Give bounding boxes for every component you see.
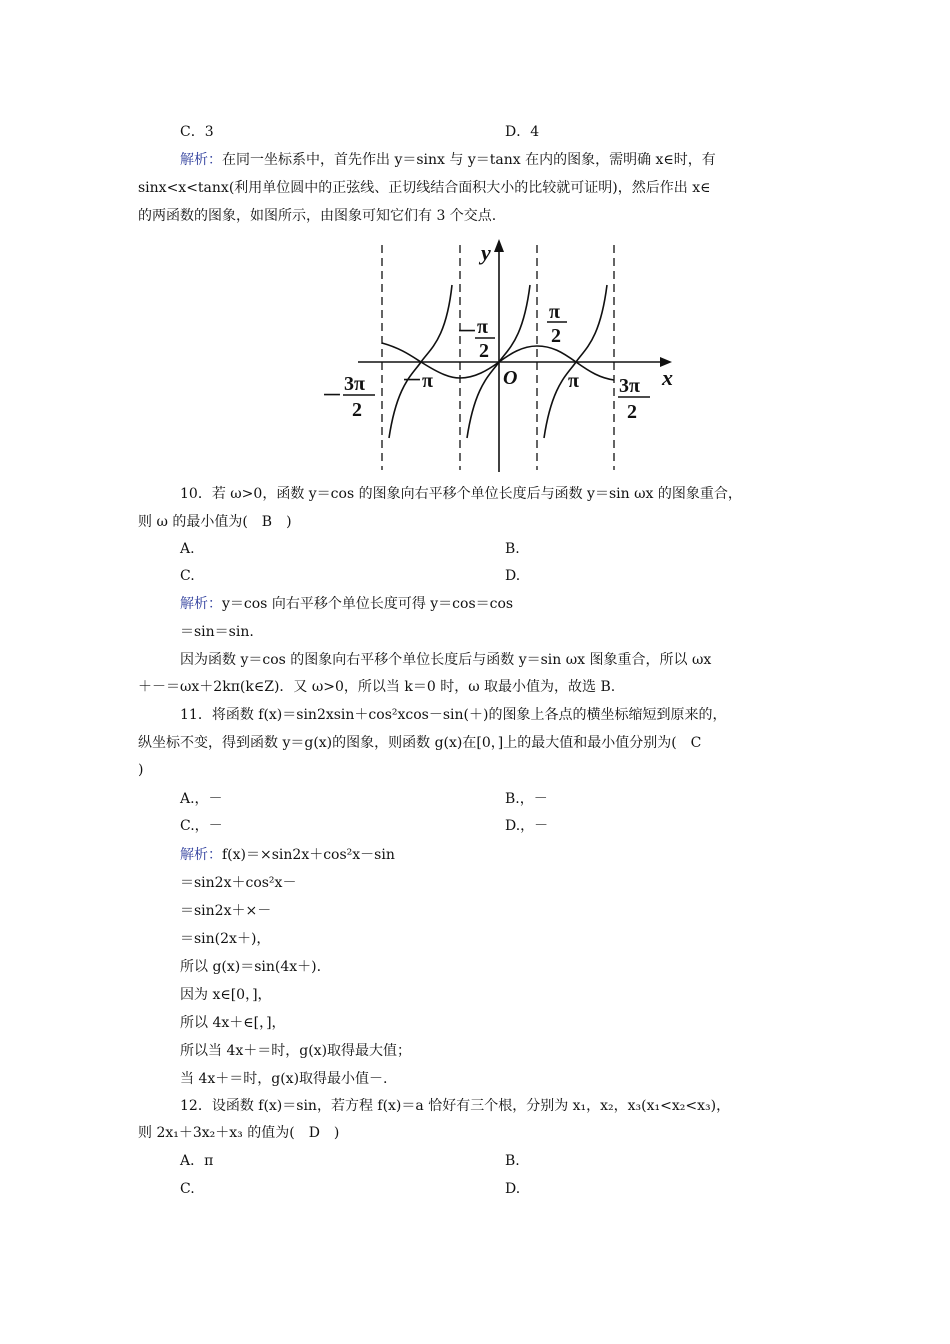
- q11-analysis-line2: ＝sin2x＋cos²x－: [180, 875, 297, 891]
- q11-analysis-line7: 所以 4x＋∈[，]，: [180, 1015, 286, 1031]
- q10-option-c: C.: [180, 568, 195, 584]
- origin-label: O: [503, 367, 518, 389]
- q10-option-b: B.: [505, 541, 520, 557]
- q9-analysis-text1: 在同一坐标系中，首先作出 y＝sinx 与 y＝tanx 在内的图象，需明确 x∈时，有: [222, 152, 716, 168]
- q11-stem-line2: 纵坐标不变，得到函数 y＝g(x)的图象，则函数 g(x)在[0，]上的最大值和最小值分别为( C: [138, 735, 702, 751]
- q11-stem-line1: 11．将函数 f(x)＝sin2xsin＋cos²xcos－sin(＋)的图象上各点的横坐标缩短到原来的，: [180, 707, 727, 723]
- q9-analysis-line3: 的两函数的图象，如图所示，由图象可知它们有 3 个交点.: [138, 208, 497, 224]
- q9-option-d: D．4: [505, 124, 540, 140]
- label-neg-3pi-2-den: 2: [352, 399, 362, 421]
- q12-option-d: D.: [505, 1181, 521, 1197]
- q11-analysis-line8: 所以当 4x＋＝时，g(x)取得最大值；: [180, 1043, 412, 1059]
- q11-option-c: C.，－: [180, 818, 223, 834]
- q11-stem-line3: ): [138, 762, 144, 778]
- label-neg-pi-2-minus: －: [457, 321, 477, 343]
- q11-analysis-line4: ＝sin(2x＋)，: [180, 931, 271, 947]
- analysis-label: 解析：: [180, 596, 222, 612]
- label-neg-3pi-2-num: 3π: [344, 373, 365, 395]
- q10-analysis-text1: y＝cos 向右平移个单位长度可得 y＝cos＝cos: [222, 596, 514, 612]
- q12-stem-line1: 12．设函数 f(x)＝sin，若方程 f(x)＝a 恰好有三个根，分别为 x₁，x₂，x₃(x₁<x₂<x₃)，: [180, 1098, 731, 1114]
- sine-tangent-figure: [320, 236, 690, 476]
- q11-option-b: B.，－: [505, 791, 548, 807]
- q12-option-b: B.: [505, 1153, 520, 1169]
- q12-stem-line2: 则 2x₁＋3x₂＋x₃ 的值为( D ): [138, 1125, 340, 1141]
- q11-analysis-line6: 因为 x∈[0，]，: [180, 987, 272, 1003]
- label-pi-2-den: 2: [551, 325, 561, 347]
- x-axis-label: x: [662, 365, 673, 390]
- q10-analysis-line1: [180, 594, 513, 614]
- q10-option-d: D.: [505, 568, 521, 584]
- y-axis-arrow: [494, 239, 504, 252]
- q10-analysis-line2: ＝sin＝sin.: [180, 624, 254, 640]
- label-neg-pi-2-num: π: [477, 316, 488, 338]
- label-neg-pi: －π: [402, 370, 433, 392]
- y-axis-label: y: [481, 240, 491, 265]
- label-pi-2-num: π: [549, 301, 560, 323]
- q11-analysis-line5: 所以 g(x)＝sin(4x＋).: [180, 959, 322, 975]
- label-3pi-2-num: 3π: [619, 375, 640, 397]
- label-neg-pi-2-den: 2: [479, 340, 489, 362]
- q10-option-a: A.: [180, 541, 195, 557]
- q11-option-d: D.，－: [505, 818, 549, 834]
- q9-option-c: C．3: [180, 124, 214, 140]
- q11-analysis-line9: 当 4x＋＝时，g(x)取得最小值－.: [180, 1071, 388, 1087]
- q11-analysis-line3: ＝sin2x＋×－: [180, 903, 272, 919]
- q10-stem-line1: 10．若 ω>0，函数 y＝cos 的图象向右平移个单位长度后与函数 y＝sin ωx 的图象重合，: [180, 486, 742, 502]
- q9-analysis-line2: sinx<x<tanx(利用单位圆中的正弦线、正切线结合面积大小的比较就可证明)，然后作出 x∈: [138, 180, 711, 196]
- analysis-label: 解析：: [180, 847, 222, 863]
- label-neg-3pi-2-minus: －: [322, 385, 342, 407]
- label-pi: π: [568, 370, 579, 392]
- q12-option-c: C.: [180, 1181, 195, 1197]
- q11-analysis-text1: f(x)＝×sin2x＋cos²x－sin: [222, 847, 395, 863]
- q11-analysis-line1: [180, 845, 395, 865]
- q12-option-a: A．π: [180, 1153, 214, 1169]
- q10-analysis-line3: 因为函数 y＝cos 的图象向右平移个单位长度后与函数 y＝sin ωx 图象重合，所以 ωx: [180, 652, 712, 668]
- label-3pi-2-den: 2: [627, 401, 637, 423]
- q11-option-a: A.，－: [180, 791, 223, 807]
- q9-analysis-line1: [180, 150, 716, 170]
- q10-analysis-line4: ＋－＝ωx＋2kπ(k∈Z)．又 ω>0，所以当 k＝0 时，ω 取最小值为，故选 B.: [138, 679, 616, 695]
- q10-stem-line2: 则 ω 的最小值为( B ): [138, 514, 292, 530]
- analysis-label: 解析：: [180, 152, 222, 168]
